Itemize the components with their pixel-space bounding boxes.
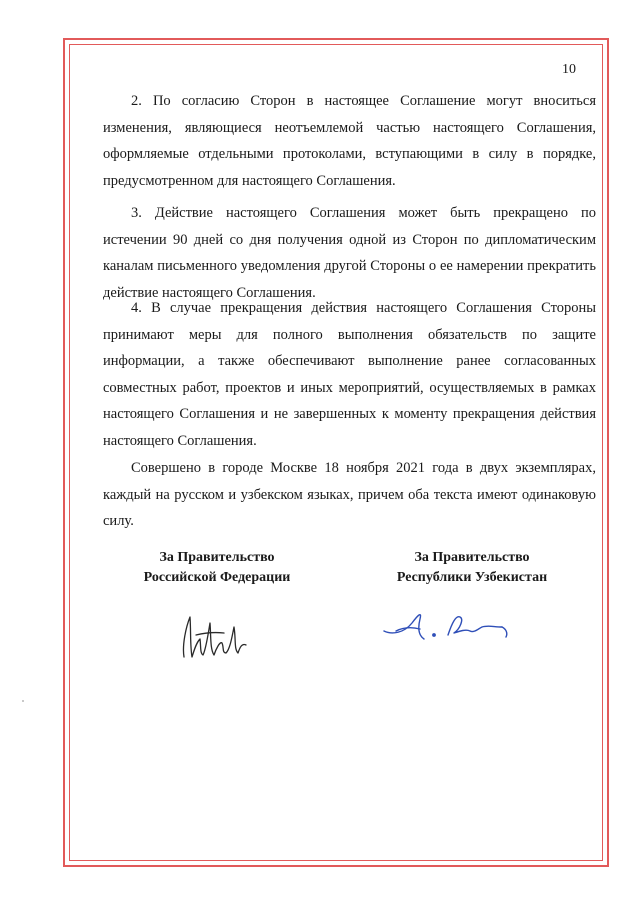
scan-speck <box>22 700 24 702</box>
signatory-uzbekistan-line2: Республики Узбекистан <box>396 570 548 585</box>
signatory-russia-line2: Российской Федерации <box>143 570 291 585</box>
paragraph-4 <box>103 295 596 454</box>
signature-uzbekistan <box>378 605 518 645</box>
paragraph-4-text: 4. В случае прекращения действия настоящего Соглашения Стороны принимают меры для полного выполнения обязательств по защите информации, а также обеспечивают выполнение ранее согласованных совместных работ, проектов и иных мероприятий, осуществляемых в рамках настоящего Соглашения и не завершенных к моменту прекращения действия настоящего Соглашения. <box>103 300 596 449</box>
paragraph-3-text: 3. Действие настоящего Соглашения может быть прекращено по истечении 90 дней со дня получения одной из Сторон по дипломатическим каналам письменного уведомления другой Стороны о ее намерении прекратить действие настоящего Соглашения. <box>103 205 596 301</box>
signatory-uzbekistan <box>367 548 577 588</box>
signatory-russia <box>112 548 322 588</box>
signature-russia <box>170 605 260 665</box>
closing-paragraph-text: Совершено в городе Москве 18 ноября 2021 года в двух экземплярах, каждый на русском и узбекском языках, причем оба текста имеют одинаковую силу. <box>103 460 596 529</box>
signatory-russia-line1: За Правительство <box>159 550 275 565</box>
paragraph-2-text: 2. По согласию Сторон в настоящее Соглашение могут вноситься изменения, являющиеся неотъемлемой частью настоящего Соглашения, оформляемые отдельными протоколами, вступающими в силу в порядке, предусмотренном для настоящего Соглашения. <box>103 93 596 189</box>
paragraph-2 <box>103 88 596 194</box>
closing-paragraph <box>103 455 596 535</box>
page-number: 10 <box>562 62 576 77</box>
signatory-uzbekistan-line1: За Правительство <box>414 550 530 565</box>
paragraph-3 <box>103 200 596 306</box>
